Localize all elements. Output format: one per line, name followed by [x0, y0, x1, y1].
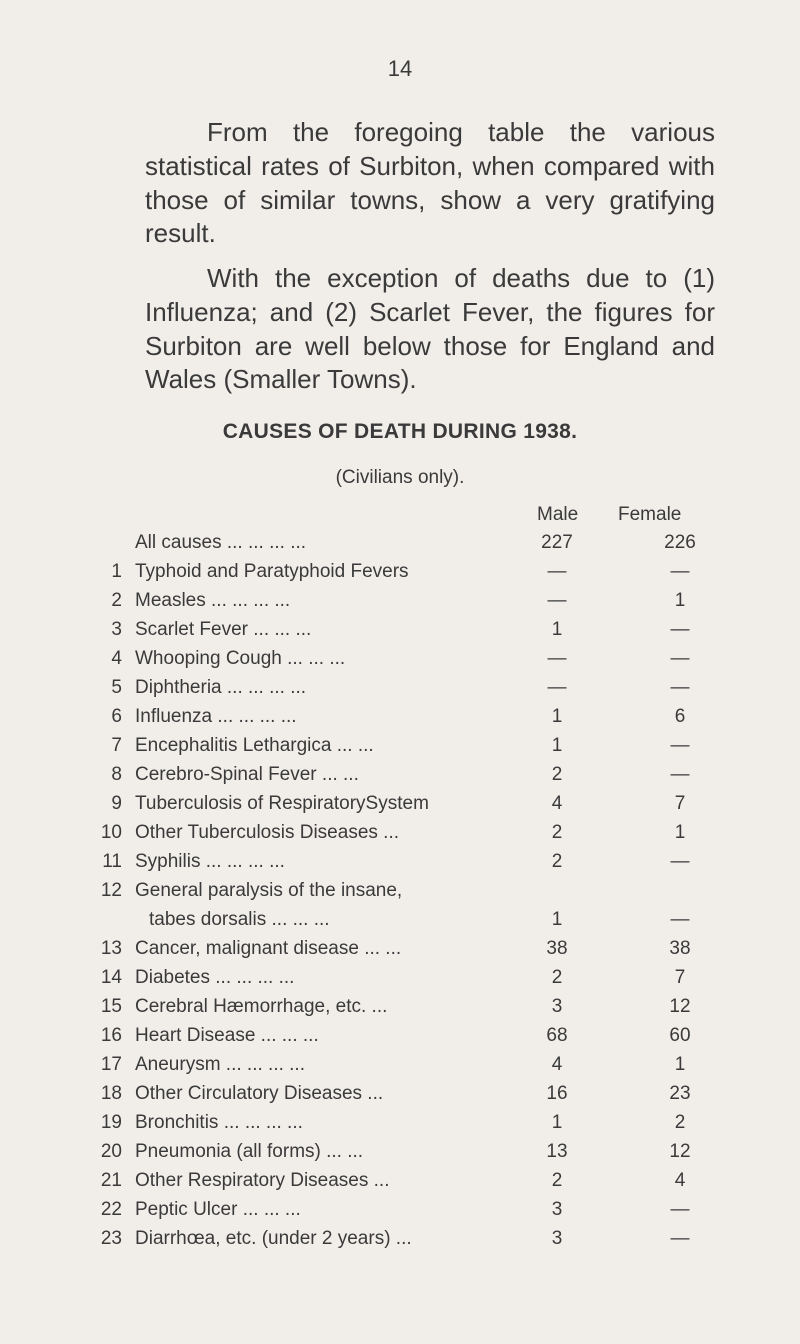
row-number: 22 [100, 1199, 122, 1220]
row-cause: Scarlet Fever ... ... ... [135, 619, 312, 640]
row-cause: Influenza ... ... ... ... [135, 706, 297, 727]
row-female-count: 226 [664, 532, 696, 553]
row-female-count: 1 [674, 590, 686, 611]
row-male-count: 3 [551, 996, 563, 1017]
table-row [0, 615, 800, 644]
row-number: 10 [100, 822, 122, 843]
row-cause: Aneurysm ... ... ... ... [135, 1054, 305, 1075]
row-male-count: 1 [551, 1112, 563, 1133]
row-male-count: 4 [551, 1054, 563, 1075]
causes-table [0, 528, 800, 1253]
table-row [0, 876, 800, 934]
row-cause-line1: General paralysis of the insane, [135, 880, 403, 901]
page-number: 14 [387, 56, 413, 81]
row-female-count: 4 [674, 1170, 686, 1191]
table-row [0, 1108, 800, 1137]
row-male-count: 1 [551, 909, 563, 930]
row-male-count: 2 [551, 764, 563, 785]
exception-paragraph [145, 262, 715, 397]
row-number: 7 [111, 735, 122, 756]
table-row [0, 586, 800, 615]
row-number: 4 [111, 648, 122, 669]
table-row [0, 1137, 800, 1166]
row-male-count: 227 [541, 532, 573, 553]
row-number: 2 [111, 590, 122, 611]
row-male-count: — [547, 561, 567, 582]
row-cause: Cancer, malignant disease ... ... [135, 938, 402, 959]
row-number: 15 [100, 996, 122, 1017]
row-male-count: 1 [551, 706, 563, 727]
row-cause: Other Circulatory Diseases ... [135, 1083, 384, 1104]
row-male-count: 3 [551, 1228, 563, 1249]
table-row [0, 934, 800, 963]
row-male-count: 68 [546, 1025, 568, 1046]
row-female-count: 2 [674, 1112, 686, 1133]
row-female-count: — [670, 619, 690, 640]
row-male-count: — [547, 677, 567, 698]
row-cause: Peptic Ulcer ... ... ... [135, 1199, 301, 1220]
row-number: 5 [111, 677, 122, 698]
row-female-count: — [670, 851, 690, 872]
row-female-count: — [670, 561, 690, 582]
row-male-count: 4 [551, 793, 563, 814]
row-female-count: 7 [674, 793, 686, 814]
table-row [0, 1021, 800, 1050]
row-female-count: 12 [669, 996, 691, 1017]
row-female-count: 7 [674, 967, 686, 988]
table-row [0, 1050, 800, 1079]
row-male-count: 3 [551, 1199, 563, 1220]
row-female-count: 1 [674, 822, 686, 843]
row-female-count: — [670, 735, 690, 756]
row-number: 11 [102, 851, 122, 872]
row-female-count: 38 [669, 938, 691, 959]
row-female-count: — [670, 648, 690, 669]
row-female-count: 60 [669, 1025, 691, 1046]
row-cause: Cerebral Hæmorrhage, etc. ... [135, 996, 388, 1017]
row-number: 9 [111, 793, 122, 814]
table-row [0, 1224, 800, 1253]
row-female-count: — [670, 764, 690, 785]
table-title: CAUSES OF DEATH DURING 1938. [222, 420, 578, 443]
row-number: 12 [100, 880, 122, 901]
intro-paragraph [145, 116, 715, 251]
table-row [0, 992, 800, 1021]
row-male-count: 13 [546, 1141, 568, 1162]
row-male-count: 2 [551, 851, 563, 872]
row-male-count: 1 [551, 619, 563, 640]
row-number: 17 [100, 1054, 122, 1075]
table-row [0, 557, 800, 586]
row-cause: Typhoid and Paratyphoid Fevers [135, 561, 409, 582]
row-cause: Cerebro-Spinal Fever ... ... [135, 764, 359, 785]
row-male-count: 1 [551, 735, 563, 756]
table-row [0, 818, 800, 847]
table-row [0, 644, 800, 673]
row-cause: Pneumonia (all forms) ... ... [135, 1141, 364, 1162]
row-cause: Heart Disease ... ... ... [135, 1025, 319, 1046]
row-number: 18 [100, 1083, 122, 1104]
table-row [0, 702, 800, 731]
row-number: 1 [111, 561, 122, 582]
row-male-count: 2 [551, 967, 563, 988]
row-female-count: — [670, 1228, 690, 1249]
row-cause-line2: tabes dorsalis ... ... ... [149, 909, 330, 930]
row-cause: Diabetes ... ... ... ... [135, 967, 295, 988]
row-number: 21 [100, 1170, 122, 1191]
table-row [0, 789, 800, 818]
row-number: 20 [100, 1141, 122, 1162]
row-number: 3 [111, 619, 122, 640]
row-number: 8 [111, 764, 122, 785]
table-row [0, 760, 800, 789]
row-male-count: 38 [546, 938, 568, 959]
table-row [0, 731, 800, 760]
row-cause: Encephalitis Lethargica ... ... [135, 735, 374, 756]
row-number: 13 [100, 938, 122, 959]
row-cause: Diarrhœa, etc. (under 2 years) ... [135, 1228, 412, 1249]
row-female-count: 6 [674, 706, 686, 727]
row-cause [135, 876, 505, 934]
row-male-count: 16 [546, 1083, 568, 1104]
row-cause: Measles ... ... ... ... [135, 590, 291, 611]
row-cause: Syphilis ... ... ... ... [135, 851, 285, 872]
table-row [0, 1079, 800, 1108]
row-female-count: 1 [674, 1054, 686, 1075]
row-female-count: 12 [669, 1141, 691, 1162]
table-row [0, 528, 800, 557]
row-cause: Other Respiratory Diseases ... [135, 1170, 390, 1191]
table-row [0, 673, 800, 702]
row-female-count: — [670, 677, 690, 698]
row-female-count: 23 [669, 1083, 691, 1104]
row-male-count: — [547, 590, 567, 611]
row-cause: Whooping Cough ... ... ... [135, 648, 346, 669]
row-number: 6 [111, 706, 122, 727]
row-number: 16 [100, 1025, 122, 1046]
row-number: 23 [100, 1228, 122, 1249]
column-header-female: Female [618, 504, 682, 525]
row-male-count: 2 [551, 822, 563, 843]
row-female-count: — [670, 909, 690, 930]
table-row [0, 963, 800, 992]
table-row [0, 1166, 800, 1195]
row-cause: All causes ... ... ... ... [135, 532, 307, 553]
table-row [0, 847, 800, 876]
intro-paragraph-text: From the foregoing table the various statistical rates of Surbiton, when compared with those of similar towns, show a very gratifying result. [145, 117, 715, 249]
row-cause: Other Tuberculosis Diseases ... [135, 822, 399, 843]
table-row [0, 1195, 800, 1224]
row-male-count: 2 [551, 1170, 563, 1191]
row-cause: Diphtheria ... ... ... ... [135, 677, 307, 698]
row-cause: Tuberculosis of RespiratorySystem [135, 793, 429, 814]
row-cause: Bronchitis ... ... ... ... [135, 1112, 303, 1133]
column-header-male: Male [537, 504, 579, 525]
table-subtitle: (Civilians only). [335, 467, 465, 488]
row-number: 19 [100, 1112, 122, 1133]
row-number: 14 [100, 967, 122, 988]
exception-paragraph-text: With the exception of deaths due to (1) Influenza; and (2) Scarlet Fever, the figures for Surbiton are well below those for England and Wales (Smaller Towns). [145, 263, 715, 395]
row-female-count: — [670, 1199, 690, 1220]
row-male-count: — [547, 648, 567, 669]
